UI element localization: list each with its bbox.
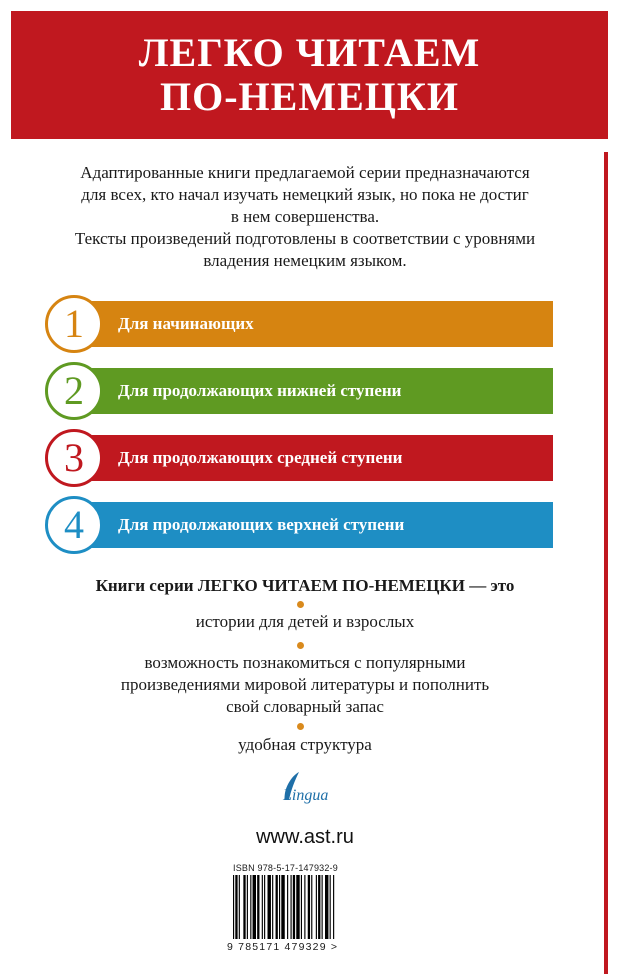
feature-1-line-1: истории для детей и взрослых (195, 612, 415, 631)
feature-2-line-1: возможность познакомиться с популярными (144, 653, 466, 672)
level-1-label: Для начинающих (118, 314, 254, 333)
level-1 (45, 295, 553, 353)
feature-2-line-3: свой словарный запас (226, 697, 384, 716)
intro-text (20, 162, 590, 272)
bullet-dot (297, 723, 304, 730)
features-title: Книги серии ЛЕГКО ЧИТАЕМ ПО-НЕМЕЦКИ — это (95, 576, 515, 595)
title-line-2: ПО-НЕМЕЦКИ (159, 74, 459, 119)
level-3-label: Для продолжающих средней ступени (118, 448, 403, 467)
level-2 (45, 362, 553, 420)
bullet-dot (297, 642, 304, 649)
lingua-logo (265, 770, 345, 810)
feature-2-line-2: произведениями мировой литературы и пополнить (120, 675, 490, 694)
intro-line-5: владения немецким языком. (203, 251, 407, 270)
level-3-circle: 3 (45, 429, 103, 487)
level-2-label: Для продолжающих нижней ступени (118, 381, 402, 400)
feature-item-3 (20, 734, 590, 756)
feature-item-1 (20, 611, 590, 633)
level-4-circle: 4 (45, 496, 103, 554)
logo-wordmark: Lingua (283, 787, 329, 804)
bullet-dot (297, 601, 304, 608)
feature-3-line-1: удобная структура (238, 735, 372, 754)
intro-line-1: Адаптированные книги предлагаемой серии предназначаются (80, 163, 530, 182)
intro-line-2: для всех, кто начал изучать немецкий язык, но пока не достиг (81, 185, 529, 204)
barcode-image (233, 875, 371, 939)
level-1-circle: 1 (45, 295, 103, 353)
level-4 (45, 496, 553, 554)
publisher-url[interactable]: www.ast.ru (256, 826, 354, 848)
spine-line (604, 152, 608, 974)
isbn-number: ISBN 978-5-17-147932-9 (233, 863, 338, 873)
title-line-1: ЛЕГКО ЧИТАЕМ (138, 30, 481, 75)
intro-line-4: Тексты произведений подготовлены в соответствии с уровнями (74, 229, 536, 248)
level-4-label: Для продолжающих верхней ступени (118, 515, 405, 534)
intro-line-3: в нем совершенства. (230, 207, 380, 226)
level-3 (45, 429, 553, 487)
title-banner (11, 11, 608, 139)
barcode-digits: 9 785171 479329 > (227, 941, 339, 953)
level-2-circle: 2 (45, 362, 103, 420)
isbn-barcode-block (227, 863, 375, 955)
feature-item-2 (20, 652, 590, 718)
